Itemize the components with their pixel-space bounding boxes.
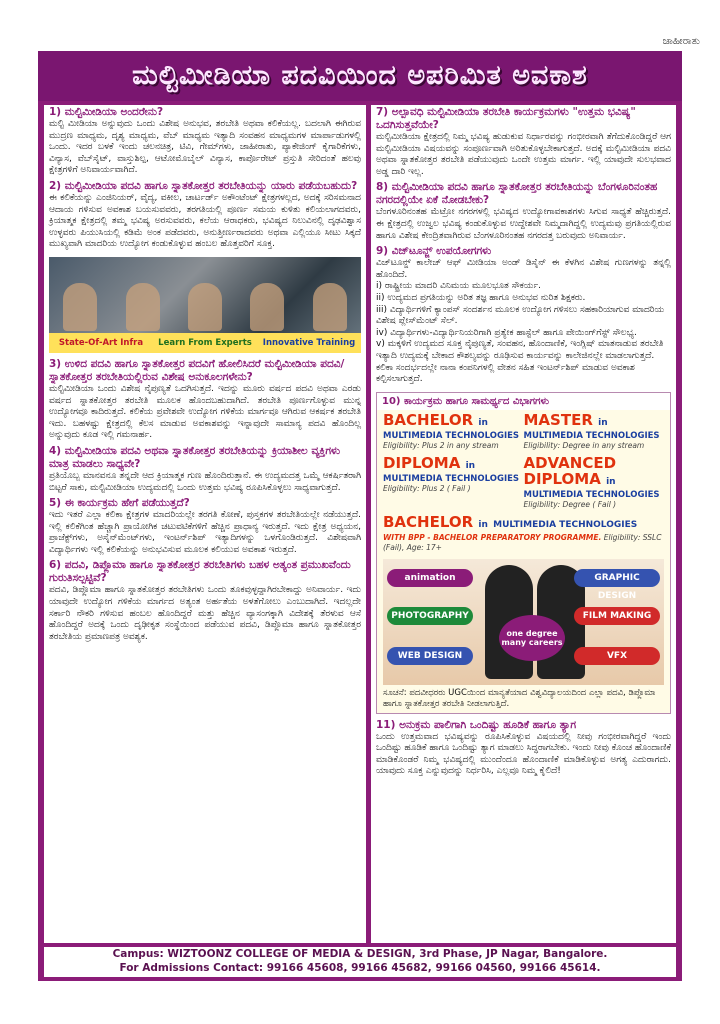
degree-eligibility: Eligibility: Plus 2 ( Fail ) <box>383 483 471 493</box>
pill-graphic-design: GRAPHIC DESIGN <box>574 569 660 587</box>
note-text: ಸೂಚನೆ: ಪದವೀಧರರು UGCಯಿಂದ ಮಾನ್ಯತೆಯಾದ ವಿಶ್ವವಿದ್ಯಾಲಯದಿಂದ ಎಲ್ಲಾ ಪದವಿ, ಡಿಪ್ಲೊಮಾ ಹಾಗೂ ಸ್ನಾತಕೋತ್ತರ ತರಬೇತಿ ನೀಡಲಾಗುತ್ತಿದೆ. <box>383 687 656 709</box>
degree-in: in <box>598 417 608 428</box>
section-text: ಪದವಿ, ಡಿಪ್ಲೊಮಾ ಹಾಗೂ ಸ್ನಾತಕೋತ್ತರ ತರಬೇತಿಗಳು ಒಂದು ತೂಕವುಳ್ಳದ್ದಾಗಿರಬೇಕಾದ್ದು ಅನಿವಾರ್ಯ. ಇದು ಯಾವುದೇ ಉದ್ಯೋಗ ಗಳಿಕೆಯ ಮಾರ್ಗದ ಅತ್ಯಂತ ಅರ್ಹತೆಯ ಅಳತೆಗೋಲು ಎಂಬುದಾಗಿದೆ. ಇದಲ್ಲದೇ ಸರ್ಕಾರಿ ನೌಕರಿ ಗಳಿಸುವ ಹಂಬಲ ಹೊಂದಿದ್ದರೆ ಮತ್ತು ಹೆಚ್ಚಿನ ವ್ಯಾಸಂಗಕ್ಕಾಗಿ ವಿದೇಶಕ್ಕೆ ತೆರಳುವ ಆಸೆ ಹೊಂದಿದ್ದರೆ ಅದಕ್ಕೆ ಒಂದು ದೃಢೀಕೃತ ಸಂಸ್ಥೆಯಿಂದ ಪಡೆಯುವ ಪದವಿ, ಡಿಪ್ಲೊಮಾ ಹಾಗೂ ಸ್ನಾತಕೋತ್ತರ ತರಬೇತಿಯ ಪ್ರಮಾಣಪತ್ರ ಅವಶ್ಯಕ. <box>49 585 361 642</box>
section-text: ಬೆಂಗಳೂರಿನಂತಹ ಮೆಟ್ರೋ ನಗರಗಳಲ್ಲಿ ಭವಿಷ್ಯದ ಉದ್ಯೋಗಾವಕಾಶಗಳು ಸಿಗುವ ಸಾಧ್ಯತೆ ಹೆಚ್ಚಿರುತ್ತದೆ. ಈ ಕ್ಷೇತ್ರದಲ್ಲಿ ಉಜ್ವಲ ಭವಿಷ್ಯ ಕಂಡುಕೊಳ್ಳುವ ಉದ್ದೇಶವೇ ನಿಮ್ಮದಾಗಿದ್ದಲ್ಲಿ ಉದ್ಯಮವು ಪ್ರಗತಿಯಲ್ಲಿರುವ ಹಾಗೂ ವಿಶೇಷ ಕೇಂದ್ರಿತವಾಗಿರುವ ಬೆಂಗಳೂರಿನಂತಹ ನಗರದತ್ತ ಬರುವುದು ಅನಿವಾರ್ಯ. <box>376 207 671 241</box>
section-heading: 7) ಅಲ್ಪಾವಧಿ ಮಲ್ಟಿಮೀಡಿಯಾ ತರಬೇತಿ ಕಾರ್ಯಕ್ರಮಗಳು "ಉತ್ತಮ ಭವಿಷ್ಯ" ಒದಗಿಸುತ್ತವೆಯೇ? <box>376 106 636 131</box>
pill-web-design: WEB DESIGN <box>387 647 473 665</box>
section-heading: 9) ವಿಜ್‌ಟೂನ್ಜ್ ಉಪಯೋಗಗಳು <box>376 245 492 258</box>
degree-in: in <box>465 460 476 471</box>
section-text: ಒಂದು ಉತ್ತಮವಾದ ಭವಿಷ್ಯವನ್ನು ರೂಪಿಸಿಕೊಳ್ಳುವ ವಿಷಯದಲ್ಲಿ ನೀವು ಗಂಭೀರವಾಗಿದ್ದರೆ ಇಂದು ಒಂದಿಷ್ಟು ಹೂಡಿಕೆ ಹಾಗೂ ಒಂದಿಷ್ಟು ತ್ಯಾಗ ಮಾಡಲು ಸಿದ್ಧರಾಗಬೇಕು. ಇಂದು ನೀವು ಕೊಂಚ ಹೊಂದಾಣಿಕೆ ಮಾಡಿಕೊಂಡರೆ ನಿಮ್ಮ ಭವಿಷ್ಯದಲ್ಲಿ ಮುಂದೆಂದೂ ಹೊಂದಾಣಿಕೆ ಮಾಡಿಕೊಳ್ಳುವ ಅಗತ್ಯ ಎದುರಾಗದು. ಯಾವುದು ಸೂಕ್ತ ಎನ್ನುವುದನ್ನು ನಿರ್ಧರಿಸಿ, ಎಲ್ಲವೂ ನಿಮ್ಮ ಕೈಲಿದೆ! <box>376 731 671 777</box>
degree-title: BACHELOR <box>383 512 474 531</box>
caption-training: Innovative Training <box>257 333 361 353</box>
degree-list <box>377 410 670 559</box>
degree-in: in <box>478 417 488 428</box>
section-heading: 2) ಮಲ್ಟಿಮೀಡಿಯಾ ಪದವಿ ಹಾಗೂ ಸ್ನಾತಕೋತ್ತರ ತರಬೇತಿಯನ್ನು ಯಾರು ಪಡೆಯಬಹುದು? <box>49 179 358 192</box>
section-text: ವಿಜ್‌ಟೂನ್ಜ್ ಕಾಲೇಜ್ ಆಫ್ ಮೀಡಿಯಾ ಅಂಡ್ ಡಿಸೈನ್ ಈ ಕೆಳಗಿನ ವಿಶೇಷ ಗುಣಗಳನ್ನು ತನ್ನಲ್ಲಿ ಹೊಂದಿದೆ. <box>376 258 671 280</box>
pill-animation: animation <box>387 569 473 587</box>
degree-subject: MULTIMEDIA TECHNOLOGIES <box>383 430 520 441</box>
ad-frame <box>38 51 682 981</box>
caption-experts: Learn From Experts <box>153 333 257 353</box>
list-item: v) ಮಕ್ಕಳಿಗೆ ಉದ್ಯಮದ ಸೂಕ್ತ ನೈಪುಣ್ಯತೆ, ಸಂವಹನ, ಹೊಂದಾಣಿಕೆ, ಇಂಗ್ಲಿಷ್ ಮಾತನಾಡುವ ತರಬೇತಿ ಇತ್ಯಾದಿ ಉದ್ಯಮಕ್ಕೆ ಬೇಕಾದ ಕೌಶಲ್ಯವನ್ನು ರೂಢಿಸುವ ಕಾರ್ಯವನ್ನು ಕಾಲೇಜಿನಲ್ಲೇ ಮಾಡಲಾಗುತ್ತದೆ. ಕಲಿಕಾ ಸಂದರ್ಭದಲ್ಲೇ ನಾನಾ ಕಂಪನಿಗಳಲ್ಲಿ ವೇತನ ಸಹಿತ ಇಂಟರ್ನ್‌ಶಿಪ್ ಮಾಡುವ ಅವಕಾಶ ಕಲ್ಪಿಸಲಾಗುತ್ತದೆ. <box>376 339 664 385</box>
degree-title: MASTER <box>523 410 593 429</box>
degree-bachelor <box>383 412 524 451</box>
list-item: ii) ಉದ್ಯಮದ ಪ್ರಗತಿಯನ್ನು ಅರಿತ ತಜ್ಞ ಹಾಗೂ ಅನುಭವ ನುರಿತ ಶಿಕ್ಷಕರು. <box>376 292 586 303</box>
advertisement-tag: ಜಾಹೀರಾತು <box>662 36 700 47</box>
degree-eligibility: Eligibility: SSLC (Fail), Age: 17+ <box>383 532 662 552</box>
pill-vfx: VFX <box>574 647 660 665</box>
degree-title: DIPLOMA <box>383 453 461 472</box>
pill-film-making: FILM MAKING <box>574 607 660 625</box>
section-6 <box>44 558 366 645</box>
degree-subject: MULTIMEDIA TECHNOLOGIES <box>523 489 660 500</box>
photo-captions <box>49 333 361 353</box>
section-heading: 10) ಕಾರ್ಯಕ್ರಮ ಹಾಗೂ ಸಾಮರ್ಥ್ಯದ ವಿಭಾಗಗಳು <box>377 393 670 410</box>
section-heading: 3) ಉಳಿದ ಪದವಿ ಹಾಗೂ ಸ್ನಾತಕೋತ್ತರ ಪದವಿಗೆ ಹೋಲಿಸಿದರೆ ಮಲ್ಟಿಮೀಡಿಯಾ ಪದವಿ/ಸ್ನಾತಕೋತ್ತರ ತರಬೇತಿಯಲ್ಲಿರುವ ವಿಶೇಷ ಅನುಕೂಲಗಳೇನು? <box>49 357 345 383</box>
banner-title: ಮಲ್ಟಿಮೀಡಿಯಾ ಪದವಿಯಿಂದ ಅಪರಿಮಿತ ಅವಕಾಶ <box>132 60 588 91</box>
degree-subject: MULTIMEDIA TECHNOLOGIES <box>383 473 520 484</box>
degree-advanced-diploma <box>524 455 665 510</box>
students-image <box>49 257 361 331</box>
banner <box>38 51 682 101</box>
section-text: ಇದು ಇತರೆ ಎಲ್ಲಾ ಕಲಿಕಾ ಕ್ಷೇತ್ರಗಳ ಮಾದರಿಯಲ್ಲೇ ತರಗತಿ ಕೋಣೆ, ಪುಸ್ತಕಗಳ ತರಬೇತಿಯಲ್ಲೇ ನಡೆಯುತ್ತದೆ. ಇಲ್ಲಿ ಕಲಿಕೆಗಿಂತ ಹೆಚ್ಚಾಗಿ ಪ್ರಾಯೋಗಿಕ ಚಟುವಟಿಕೆಗಳಿಗೆ ಹೆಚ್ಚಿನ ಪ್ರಾಧಾನ್ಯ ಇರುತ್ತದೆ. ಇದು ಕ್ಷೇತ್ರ ಅಧ್ಯಯನ, ಪ್ರಾಜೆಕ್ಟ್‌ಗಳು, ಅಸೈನ್‌ಮೆಂಟ್‌ಗಳು, ಇಂಟರ್ನ್‌ಶಿಪ್ ಇತ್ಯಾದಿಗಳನ್ನು ಒಳಗೊಂಡಿರುತ್ತದೆ. ವಿಶೇಷವಾಗಿ ವಿದ್ಯಾರ್ಥಿಗಳು ಇಲ್ಲಿ ಕಲಿಕೆಯನ್ನು ಅನುಭವಿಸುವ ಮೂಲಕ ಕಲಿಯುವ ಅವಕಾಶ ಇರುತ್ತದೆ. <box>49 510 361 555</box>
caption-infra: State-Of-Art Infra <box>49 333 153 353</box>
degree-eligibility: Eligibility: Degree ( Fail ) <box>523 499 617 509</box>
degree-in: in <box>606 476 616 487</box>
section-11 <box>371 718 676 780</box>
degree-title: ADVANCED DIPLOMA <box>523 453 617 488</box>
left-column <box>44 105 366 943</box>
degree-subject: MULTIMEDIA TECHNOLOGIES <box>523 430 660 441</box>
footer <box>44 947 676 977</box>
degree-master <box>524 412 665 451</box>
section-text: ಮಲ್ಟಿ ಮೀಡಿಯಾ ಅನ್ನುವುದು ಒಂದು ವಿಶೇಷ ಅನುಭವ, ತರಬೇತಿ ಅಥವಾ ಕಲಿಕೆಯಲ್ಲ. ಬದಲಾಗಿ ಈಗಿರುವ ಮುದ್ರಣ ಮಾಧ್ಯಮ, ದೃಶ್ಯ ಮಾಧ್ಯಮ, ವೆಬ್ ಮಾಧ್ಯಮ ಇತ್ಯಾದಿ ಸಂವಹನ ಮಾಧ್ಯಮಗಳ ಮಾರ್ಪಾಡುಗಳಲ್ಲಿ ಒಂದು. ಇದರ ಬಳಕೆ ಇಂದು ಚಲನಚಿತ್ರ, ಟಿವಿ, ಗೇಮ್‌ಗಳು, ಜಾಹೀರಾತು, ಪ್ಯಾಕೇಜಿಂಗ್ ಕೈಗಾರಿಕೆಗಳು, ವಿನ್ಯಾಸ, ವೆಬ್‌ಸೈಟ್, ವಾಸ್ತುಶಿಲ್ಪ, ಆಟೋಮೊಬೈಲ್ ವಿನ್ಯಾಸ, ಕಾರ್ಪೊರೇಟ್ ಪ್ರಸ್ತುತಿ ಸೇರಿದಂತೆ ಹಲವು ಕ್ಷೇತ್ರಗಳಿಗೆ ಅನಿವಾರ್ಯವಾಗಿದೆ. <box>49 119 361 176</box>
section-9 <box>371 244 676 388</box>
degree-title: BACHELOR <box>383 410 474 429</box>
feature-list <box>376 281 671 385</box>
degree-in: in <box>478 519 488 530</box>
degree-diploma <box>383 455 524 510</box>
campus-address: Campus: WIZTOONZ COLLEGE OF MEDIA & DESIGN, 3rd Phase, JP Nagar, Bangalore. <box>112 948 608 960</box>
section-5 <box>44 496 366 558</box>
section-text: ಮಲ್ಟಿಮೀಡಿಯಾ ಒಂದು ವಿಶೇಷ ನೈಪುಣ್ಯತೆ ಒದಗಿಸುತ್ತದೆ. ಇದನ್ನು ಮೂರು ವರ್ಷದ ಪದವಿ ಅಥವಾ ಎರಡು ವರ್ಷದ ಸ್ನಾತಕೋತ್ತರ ತರಬೇತಿ ಮೂಲಕ ಹೊಂದಬಹುದಾಗಿದೆ. ತರಬೇತಿ ಪೂರ್ಣಗೊಳ್ಳುವ ಮುನ್ನ ಉದ್ಯೋಗವೂ ಕಾದಿರುತ್ತದೆ. ಕಲಿಕೆಯ ಪ್ರವೇಶವೇ ಉದ್ಯೋಗ ಗಳಿಕೆಯ ಮಾರ್ಗವೂ ಆಗಿರುವ ಆಕರ್ಷಕ ತರಬೇತಿ ಇದು. ಬಹಳಷ್ಟು ಕ್ಷೇತ್ರದಲ್ಲಿ ಕೆಲಸ ಮಾಡುವ ಅವಕಾಶವನ್ನು ಇನ್ನಾವುದೇ ಸಾಮಾನ್ಯ ಪದವಿ ಹೊಂದಿಲ್ಲ ಅನ್ನುವುದು ಕೂಡ ಇಲ್ಲಿ ಗಮನಾರ್ಹ. <box>49 383 361 441</box>
section-heading: 11) ಅನುಕ್ರಮ ಪಾಲಿಗಾಗಿ ಒಂದಿಷ್ಟು ಹೂಡಿಕೆ ಹಾಗೂ ತ್ಯಾಗ <box>376 718 577 731</box>
section-text: ಪ್ರತಿಯೊಬ್ಬ ಮಾನವನೂ ತನ್ನದೇ ಆದ ಕ್ರಿಯಾತ್ಮಕ ಗುಣ ಹೊಂದಿರುತ್ತಾನೆ. ಈ ಉದ್ಯಮದತ್ತ ಒಮ್ಮೆ ಆಕರ್ಷಿತರಾಗಿ ಬಿಟ್ಟರೆ ಸಾಕು, ಮಲ್ಟಿಮೀಡಿಯಾ ಉದ್ಯಮದಲ್ಲಿ ಒಂದು ಉತ್ತಮ ಭವಿಷ್ಯ ರೂಪಿಸಿಕೊಳ್ಳಲು ಸಾಧ್ಯವಾಗುತ್ತದೆ. <box>49 470 361 493</box>
degree-bachelor-bpp <box>383 514 664 553</box>
degree-eligibility: Eligibility: Degree in any stream <box>523 440 645 450</box>
right-column <box>371 105 676 943</box>
section-text: ಈ ಕಲಿಕೆಯನ್ನು ಎಂಜಿನಿಯರ್, ವೈದ್ಯ, ವಕೀಲ, ಚಾರ್ಟರ್ಡ್ ಅಕೌಂಟೆಂಟ್ ಕ್ಷೇತ್ರಗಳಲ್ಲದ, ಅದಕ್ಕೆ ಸರಿಸಮನಾದ ಆದಾಯ ಗಳಿಸುವ ಅವಕಾಶ ಬಯಸುವವರು, ತರಗತಿಯಲ್ಲಿ ಪೂರ್ಣ ಸಮಯ ಕುಳಿತು ಕಲಿಯಲಾಗದವರು, ಕ್ರಿಯಾತ್ಮಕ ಕ್ಷೇತ್ರದಲ್ಲಿ ತಮ್ಮ ಭವಿಷ್ಯ ಅರಸುವವರು, ಕಲೆಯ ಆರಾಧಕರು, ಭವಿಷ್ಯದ ನಿಲುವಿನಲ್ಲಿ ದೃಢವಿಶ್ವಾಸ ಉಳ್ಳವರು ಪಿಯುಸಿಯಲ್ಲಿ ಕಡಿಮೆ ಅಂಕ ಪಡೆದವರು, ಅನುತ್ತೀರ್ಣರಾದವರು ಅಥವಾ ಎಲ್ಲಿಯೂ ಸೀಟು ಸಿಕ್ಕದೆ ಮುಖ್ಯವಾಗಿ ಮಾದರಿಯ ಉದ್ಯೋಗ ಕಂಡುಕೊಳ್ಳುವ ಹಂಬಲ ಹೊತ್ತವರಿಗೆ ಸೂಕ್ತ. <box>49 192 361 250</box>
section-text: ಮಲ್ಟಿಮೀಡಿಯಾ ಕ್ಷೇತ್ರದಲ್ಲಿ ನಿಮ್ಮ ಭವಿಷ್ಯ ಹುಡುಕುವ ನಿರ್ಧಾರವನ್ನು ಗಂಭೀರವಾಗಿ ತೆಗೆದುಕೊಂಡಿದ್ದರೆ ಆಗ ಮಲ್ಟಿಮೀಡಿಯಾ ವಿಷಯವನ್ನು ಸಂಪೂರ್ಣವಾಗಿ ಅರಿತುಕೊಳ್ಳಬೇಕಾಗುತ್ತದೆ. ಅದಕ್ಕೆ ಮಲ್ಟಿಮೀಡಿಯಾ ಪದವಿ ಅಥವಾ ಸ್ನಾತಕೋತ್ತರ ತರಬೇತಿ ಪಡೆಯುವುದು ಒಂದೇ ಉತ್ತಮ ಮಾರ್ಗ. ಇಲ್ಲಿ ಯಾವುದೇ ಸುಲಭವಾದ ಅಡ್ಡ ದಾರಿ ಇಲ್ಲ. <box>376 132 671 177</box>
classroom-photo <box>49 257 361 353</box>
section-8 <box>371 180 676 244</box>
section-heading: 4) ಮಲ್ಟಿಮೀಡಿಯಾ ಪದವಿ ಅಥವಾ ಸ್ನಾತಕೋತ್ತರ ತರಬೇತಿಯನ್ನು ಕ್ರಿಯಾಶೀಲ ವ್ಯಕ್ತಿಗಳು ಮಾತ್ರ ಮಾಡಲು ಸಾಧ್ಯವೇ? <box>49 444 341 470</box>
list-item: iii) ವಿದ್ಯಾರ್ಥಿಗಳಿಗೆ ಕ್ಯಾಂಪಸ್ ಸಂದರ್ಶನ ಮೂಲಕ ಉದ್ಯೋಗ ಗಳಿಸಲು ಸಹಕಾರಿಯಾಗುವ ಮಾದರಿಯ ವಿಶೇಷ ಪ್ಲೇಸ್‌ಮೆಂಟ್ ಸೆಲ್. <box>376 304 665 327</box>
degree-subject: MULTIMEDIA TECHNOLOGIES <box>493 519 638 530</box>
section-heading: 5) ಈ ಕಾರ್ಯಕ್ರಮ ಹೇಗೆ ಪಡೆಯುತ್ತದೆ? <box>49 497 190 510</box>
tagline-badge: one degree many careers <box>499 615 565 661</box>
pill-photography: PHOTOGRAPHY <box>387 607 473 625</box>
graduates-graphic <box>383 559 664 685</box>
section-heading: 8) ಮಲ್ಟಿಮೀಡಿಯಾ ಪದವಿ ಹಾಗೂ ಸ್ನಾತಕೋತ್ತರ ತರಬೇತಿಯನ್ನು ಬೆಂಗಳೂರಿನಂತಹ ನಗರದಲ್ಲಿಯೇ ಏಕೆ ನೋಡಬೇಕು? <box>376 181 658 207</box>
programs-box <box>376 392 671 714</box>
degree-eligibility: Eligibility: Plus 2 in any stream <box>383 440 499 450</box>
degree-bpp: WITH BPP - BACHELOR PREPARATORY PROGRAMME. <box>383 532 602 542</box>
section-heading: 1) ಮಲ್ಟಿಮೀಡಿಯಾ ಅಂದರೇನು? <box>49 106 164 118</box>
section-3 <box>44 357 366 444</box>
section-7 <box>371 105 676 180</box>
list-item: i) ರಾಷ್ಟ್ರೀಯ ಮಾದರಿ ವಿನಿಮಯ ಮೂಲಭೂತ ಸೌಕರ್ಯ. <box>376 281 541 292</box>
section-1 <box>44 105 366 179</box>
section-heading: 6) ಪದವಿ, ಡಿಪ್ಲೊಮಾ ಹಾಗೂ ಸ್ನಾತಕೋತ್ತರ ತರಬೇತಿಗಳು ಬಹಳ ಅತ್ಯಂತ ಪ್ರಮುಖವೆಂದು ಗುರುತಿಸಲ್ಪಟ್ಟಿವೆ? <box>49 559 351 585</box>
section-2 <box>44 179 366 253</box>
admissions-contact: For Admissions Contact: 99166 45608, 99166 45682, 99166 04560, 99166 45614. <box>119 962 601 974</box>
section-4 <box>44 444 366 496</box>
list-item: iv) ವಿದ್ಯಾರ್ಥಿಗಳು-ವಿದ್ಯಾರ್ಥಿನಿಯರಿಗಾಗಿ ಪ್ರತ್ಯೇಕ ಹಾಸ್ಟೆಲ್ ಹಾಗೂ ಪೇಯಿಂಗ್‌ಗೆಸ್ಟ್ ಸೌಲಭ್ಯ. <box>376 327 637 338</box>
